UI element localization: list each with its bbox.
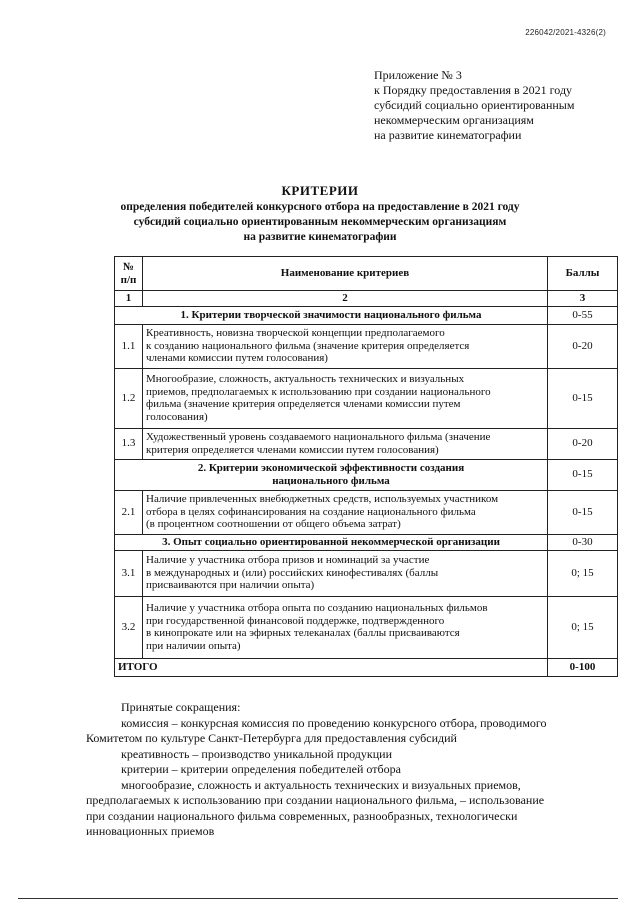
row-criterion <box>143 550 548 596</box>
row-number: 1.1 <box>115 324 143 368</box>
criterion-line: приемов, предполагаемых к использованию при создании национального <box>146 385 491 398</box>
criterion-line: в кинопрокате или на эфирных телеканалах (баллы присваиваются <box>146 627 460 639</box>
index-cell: 2 <box>143 291 548 307</box>
section-title: 1. Критерии творческой значимости национального фильма <box>115 306 548 324</box>
criterion-line: критерия определяется членами комиссии путем голосования) <box>146 443 439 456</box>
row-points: 0; 15 <box>548 550 618 596</box>
criterion-line: Креативность, новизна творческой концепции предполагаемого <box>146 327 445 340</box>
criteria-table <box>114 256 618 677</box>
index-cell: 1 <box>115 291 143 307</box>
criterion-line: при государственной финансовой поддержке, подтвержденного <box>146 614 445 627</box>
criterion-line: (в процентном соотношении от общего объема затрат) <box>146 518 401 531</box>
table-row <box>115 490 618 534</box>
table-row <box>115 428 618 459</box>
header-number-line: п/п <box>120 273 137 286</box>
subtitle-line: определения победителей конкурсного отбора на предоставление в 2021 году <box>120 201 520 213</box>
table-row <box>115 596 618 658</box>
row-number: 3.2 <box>115 596 143 658</box>
criterion-line: Художественный уровень создаваемого национального фильма (значение <box>146 431 491 443</box>
section-title: 3. Опыт социально ориентированной некоммерческой организации <box>115 534 548 550</box>
row-points: 0; 15 <box>548 596 618 658</box>
total-points: 0-100 <box>548 658 618 676</box>
row-criterion <box>143 324 548 368</box>
row-criterion <box>143 428 548 459</box>
row-points: 0-20 <box>548 428 618 459</box>
row-number: 1.2 <box>115 368 143 428</box>
section-title-line: 2. Критерии экономической эффективности создания <box>197 462 465 474</box>
row-points: 0-15 <box>548 368 618 428</box>
header-number-cell <box>115 257 143 291</box>
document-subtitle <box>0 200 640 245</box>
row-criterion <box>143 596 548 658</box>
abbreviation-line: креативность – производство уникальной продукции <box>121 746 393 761</box>
row-number: 3.1 <box>115 550 143 596</box>
appendix-line: на развитие кинематографии <box>374 128 522 142</box>
criterion-line: Наличие у участника отбора призов и номинаций за участие <box>146 554 430 567</box>
table-header-row <box>115 257 618 291</box>
appendix-line: некоммерческим организациям <box>374 113 534 127</box>
scan-edge-line <box>18 898 618 899</box>
criterion-line: фильма (значение критерия определяется членами комиссии путем <box>146 398 461 410</box>
appendix-line: субсидий социально ориентированным <box>374 98 575 112</box>
row-points: 0-20 <box>548 324 618 368</box>
abbreviation-line: критерии – критерии определения победителей отбора <box>121 762 401 776</box>
section-points: 0-55 <box>548 306 618 324</box>
criterion-line: Наличие привлеченных внебюджетных средств, используемых участником <box>146 493 499 506</box>
section-title <box>115 459 548 490</box>
appendix-line: к Порядку предоставления в 2021 году <box>374 83 573 97</box>
abbreviation-line: многообразие, сложность и актуальность технических и визуальных приемов, <box>121 777 521 792</box>
abbreviation-line: комиссия – конкурсная комиссия по проведению конкурсного отбора, проводимого <box>121 715 547 730</box>
criterion-line: при наличии опыта) <box>146 639 241 652</box>
table-index-row <box>115 291 618 307</box>
table-row <box>115 368 618 428</box>
row-points: 0-15 <box>548 490 618 534</box>
subtitle-line: на развитие кинематографии <box>243 231 397 243</box>
abbreviations-block <box>86 700 604 840</box>
section-row <box>115 534 618 550</box>
header-number-line: № <box>122 261 135 273</box>
total-row <box>115 658 618 676</box>
criterion-line: отбора в целях софинансирования на создание национального фильма <box>146 505 476 518</box>
subtitle-line: субсидий социально ориентированным некоммерческим организациям <box>133 216 507 228</box>
criterion-line: Наличие у участника отбора опыта по созданию национальных фильмов <box>146 602 488 614</box>
criterion-line: к созданию национального фильма (значение критерия определяется <box>146 339 470 352</box>
abbreviations-heading: Принятые сокращения: <box>121 700 241 714</box>
row-criterion <box>143 490 548 534</box>
criterion-line: присваиваются при наличии опыта) <box>146 579 315 592</box>
section-points: 0-30 <box>548 534 618 550</box>
appendix-line: Приложение № 3 <box>374 68 462 82</box>
appendix-block <box>374 68 574 143</box>
criterion-line: членами комиссии путем голосования) <box>146 352 328 365</box>
document-registration-number: 226042/2021-4326(2) <box>525 28 606 37</box>
criterion-line: Многообразие, сложность, актуальность технических и визуальных <box>146 373 465 385</box>
row-number: 2.1 <box>115 490 143 534</box>
index-cell: 3 <box>548 291 618 307</box>
row-number: 1.3 <box>115 428 143 459</box>
criterion-line: голосования) <box>146 410 208 423</box>
section-row <box>115 306 618 324</box>
abbreviation-line: при создании национального фильма современных, разнообразных, технологически <box>86 808 518 823</box>
section-row <box>115 459 618 490</box>
abbreviation-line: Комитетом по культуре Санкт-Петербурга для предоставления субсидий <box>86 731 457 745</box>
header-name-cell: Наименование критериев <box>143 257 548 291</box>
row-criterion <box>143 368 548 428</box>
section-points: 0-15 <box>548 459 618 490</box>
document-title: КРИТЕРИИ <box>281 183 359 198</box>
criterion-line: в международных и (или) российских кинофестивалях (баллы <box>146 566 439 579</box>
section-title-line: национального фильма <box>272 474 390 487</box>
header-points-cell: Баллы <box>548 257 618 291</box>
abbreviation-line: предполагаемых к использованию при создании национального фильма, – использование <box>86 793 545 807</box>
table-row <box>115 550 618 596</box>
table-row <box>115 324 618 368</box>
total-label: ИТОГО <box>115 658 548 676</box>
abbreviation-line: инновационных приемов <box>86 824 215 838</box>
